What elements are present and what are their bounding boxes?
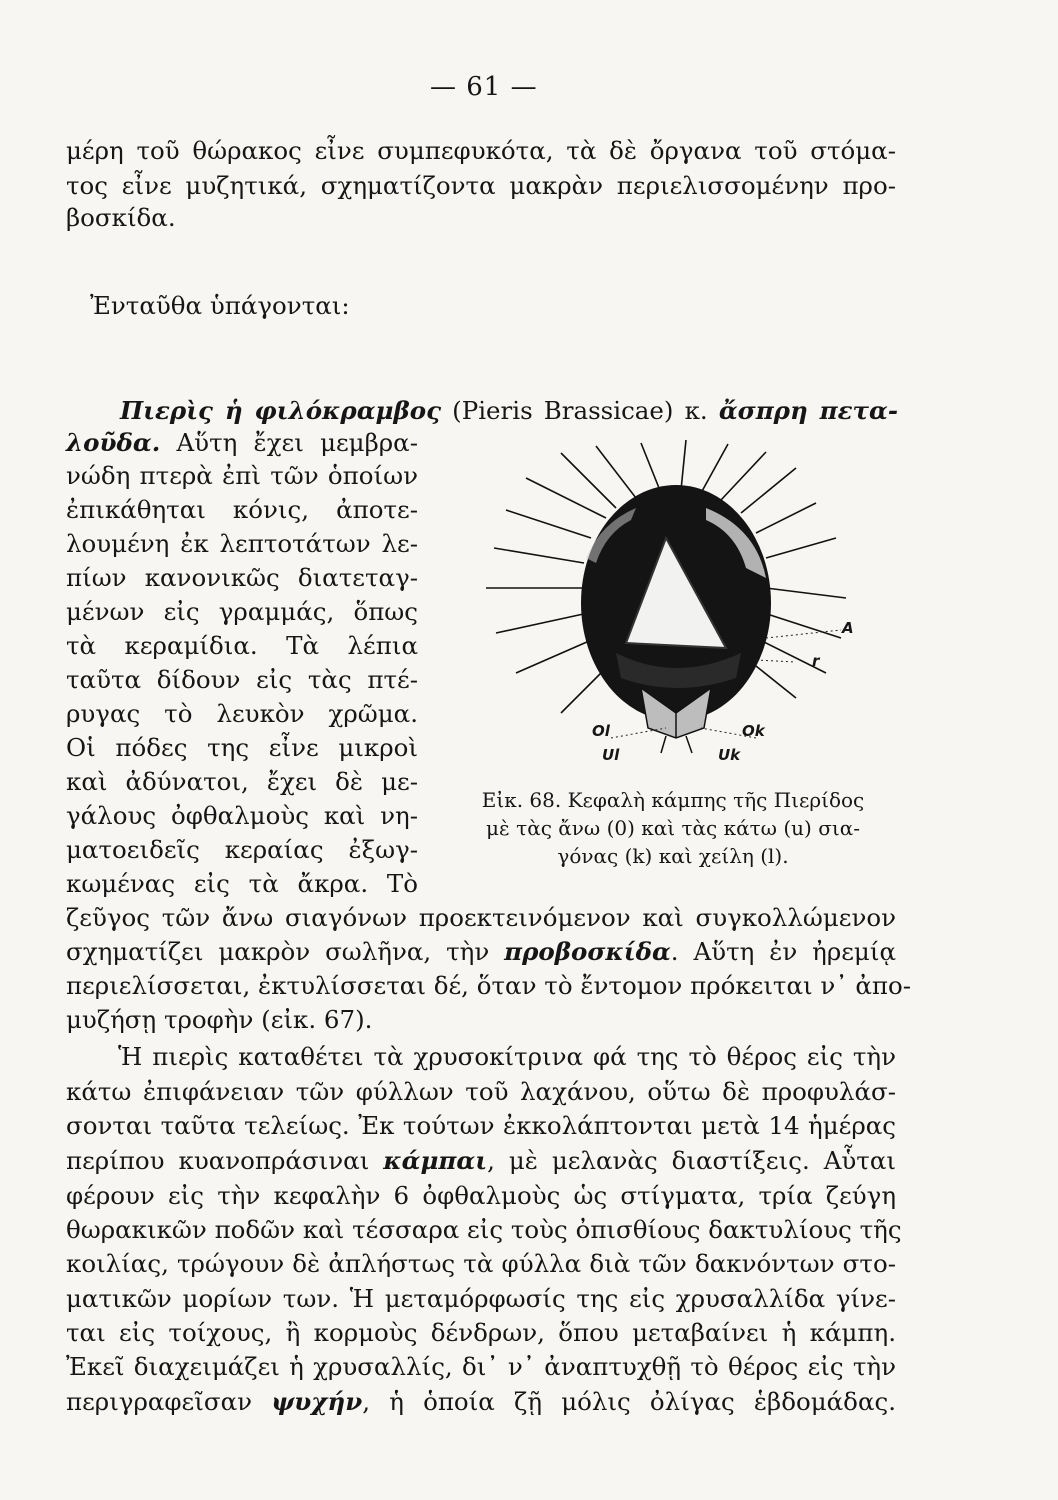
species-line: ρυγας τὸ λευκὸν χρῶμα. [66,699,418,728]
species-line: ματοειδεῖς κεραίας ἐξωγ- [66,835,418,864]
para2-line-2-tail: . Αὕτη ἐν ἠρεμίᾳ [670,937,896,966]
intro-line-2: τος εἶνε μυζητικά, σχηματίζοντα μακρὰν περιελισσομένην προ- [66,171,896,200]
para3-line-11-text: περιγραφεῖσαν [66,1387,272,1416]
species-line: λουμένη ἐκ λεπτοτάτων λε- [66,529,418,558]
para3-line-4-text: περίπου κυανοπράσιναι [66,1146,384,1175]
figure-label-Ul: Ul [602,746,620,764]
figure-caption-line-3: γόνας (k) καὶ χείλη (l). [557,844,789,868]
para3-line-10: Ἐκεῖ διαχειμάζει ἡ χρυσαλλίς, δι᾿ ν᾿ ἀναπτυχθῇ τὸ θέρος εἰς τὴν [66,1352,896,1381]
para2-line-3: περιελίσσεται, ἐκτυλίσσεται δέ, ὅταν τὸ ἔντομον πρόκειται ν᾿ ἀπο- [66,971,912,1000]
species-line: γάλους ὀφθαλμοὺς καὶ νη- [66,801,418,830]
figure-label-Ol: Ol [592,722,610,740]
species-line: καὶ ἀδύνατοι, ἔχει δὲ με- [66,767,418,796]
section-heading: Ἐνταῦθα ὑπάγονται: [90,291,350,320]
term-proboscis: προβοσκίδα [504,937,671,966]
page-number: — 61 — [430,72,538,102]
species-line-2 [66,428,418,458]
species-line: μένων εἰς γραμμάς, ὅπως [66,597,418,626]
para3-line-9: ται εἰς τοίχους, ἢ κορμοὺς δένδρων, ὅπου μεταβαίνει ἡ κάμπη. [66,1318,896,1347]
species-name: Πιερὶς ἡ φιλόκραμβος [120,396,442,425]
species-line: Οἱ πόδες της εἶνε μικροὶ [66,733,418,762]
para3-line-4 [66,1146,896,1176]
para2-line-2 [66,937,896,967]
para3-line-5: φέρουν εἰς τὴν κεφαλὴν 6 ὀφθαλμοὺς ὡς στίγματα, τρία ζεύγη [66,1181,896,1210]
para3-line-6: θωρακικῶν ποδῶν καὶ τέσσαρα εἰς τοὺς ὀπισθίους δακτυλίους τῆς [66,1215,902,1244]
species-common-name: ἄσπρη πετα- [718,396,898,425]
figure-label-Ok: Ok [742,722,765,740]
para2-line-4: μυζήσῃ τροφὴν (εἰκ. 67). [66,1005,373,1034]
species-heading-line [120,396,898,426]
intro-line-1: μέρη τοῦ θώρακος εἶνε συμπεφυκότα, τὰ δὲ ὄργανα τοῦ στόμα- [66,136,896,165]
para3-line-3: σονται ταῦτα τελείως. Ἐκ τούτων ἐκκολάπτονται μετὰ 14 ἡμέρας [66,1111,896,1140]
term-caterpillars: κάμπαι [383,1146,488,1175]
para2-line-2-text: σχηματίζει μακρὸν σωλῆνα, τὴν [66,937,505,966]
species-line: ἐπικάθηται κόνις, ἀποτε- [66,495,418,524]
species-line: πίων κανονικῶς διατεταγ- [66,563,418,592]
figure-caption-line-2: μὲ τὰς ἄνω (0) καὶ τὰς κάτω (u) σια- [486,816,860,840]
species-line-2-text: Αὕτη ἔχει μεμβρα- [160,428,418,457]
figure-label-Uk: Uk [718,746,741,764]
figure-caption-line-1: Εἰκ. 68. Κεφαλὴ κάμπης τῆς Πιερίδος [481,788,865,812]
species-line: νώδη πτερὰ ἐπὶ τῶν ὁποίων [66,461,418,490]
para3-line-1: Ἡ πιερὶς καταθέτει τὰ χρυσοκίτρινα φά της τὸ θέρος εἰς τὴν [118,1042,896,1071]
para3-line-4-tail: , μὲ μελανὰς διαστίξεις. Αὗται [487,1146,896,1175]
caterpillar-head-illustration [466,438,876,783]
species-line: κωμένας εἰς τὰ ἄκρα. Τὸ [66,869,418,898]
term-psyche: ψυχήν [271,1387,363,1416]
figure-label-r: r [812,652,820,670]
para3-line-11 [66,1387,896,1417]
para3-line-2: κάτω ἐπιφάνειαν τῶν φύλλων τοῦ λαχάνου, οὕτω δὲ προφυλάσ- [66,1077,896,1106]
para3-line-8: ματικῶν μορίων των. Ἡ μεταμόρφωσίς της εἰς χρυσαλλίδα γίνε- [66,1284,896,1313]
intro-line-3: βοσκίδα. [66,203,176,232]
para3-line-11-tail: , ἡ ὁποία ζῇ μόλις ὀλίγας ἑβδομάδας. [362,1387,896,1416]
para2-line-1: ζεῦγος τῶν ἄνω σιαγόνων προεκτεινόμενον καὶ συγκολλώμενον [66,903,896,932]
species-latin: (Pieris Brassicae) κ. [441,396,719,425]
species-line: ταῦτα δίδουν εἰς τὰς πτέ- [66,665,418,694]
para3-line-7: κοιλίας, τρώγουν δὲ ἀπλήστως τὰ φύλλα διὰ τῶν δακνόντων στο- [66,1249,896,1278]
figure-label-A: A [842,619,854,637]
species-common-name-end: λοῦδα. [66,428,161,457]
species-line: τὰ κεραμίδια. Τὰ λέπια [66,631,418,660]
